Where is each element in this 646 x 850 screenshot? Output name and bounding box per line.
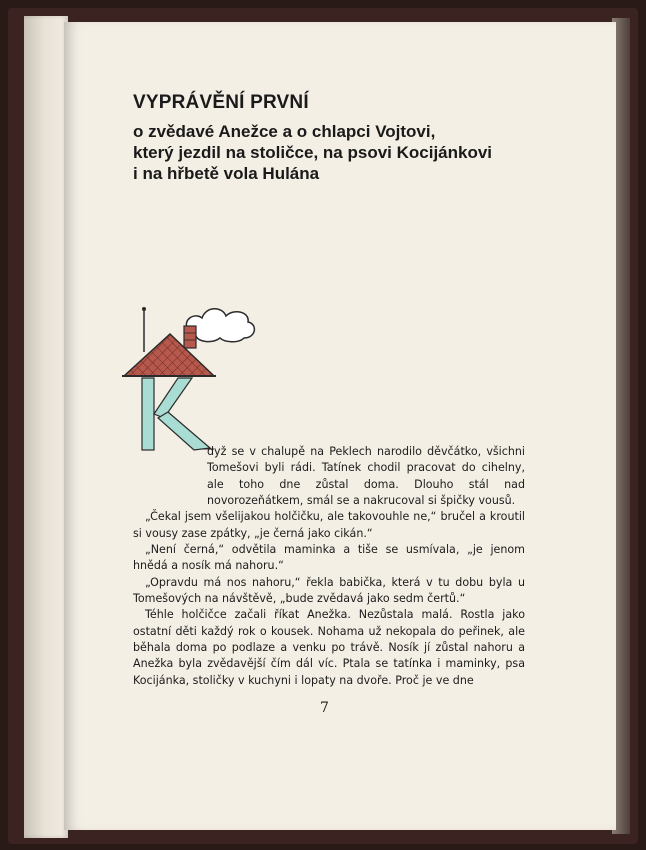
initial-illustration [118, 298, 268, 463]
subtitle-line: o zvědavé Anežce a o chlapci Vojtovi, [133, 122, 436, 141]
paragraph: „Čekal jsem všelijakou holčičku, ale takovouhle ne,“ bručel a kroutil si vousy zase zpátky, „je černá jako cikán.“ [133, 510, 525, 540]
subtitle-line: i na hřbetě vola Hulána [133, 164, 320, 183]
subtitle-line: který jezdil na stoličce, na psovi Kocijánkovi [133, 143, 493, 162]
chapter-subtitle [133, 121, 492, 184]
page-number: 7 [320, 700, 329, 716]
story-text [133, 444, 525, 689]
paragraph: „Není černá,“ odvětila maminka a tiše se usmívala, „je jenom hnědá a nosík má nahoru.“ [133, 543, 525, 573]
chapter-heading [133, 92, 492, 184]
paragraph: dyž se v chalupě na Peklech narodilo děvčátko, všichni Tomešovi byli rádi. Tatínek chodil pracovat do cihelny, ale toho dne zůstal doma. Dlouho stál nad novorozeňátkem, smál se a nakrucoval si špičky vousů. [207, 445, 525, 508]
house-roof-chimney-smoke-icon [118, 298, 268, 458]
page-binding [24, 16, 68, 838]
paragraph: „Opravdu má nos nahoru,“ řekla babička, která v tu dobu byla u Tomešových na návštěvě, „bude zvědavá jako sedm čertů.“ [133, 575, 525, 606]
chapter-title: VYPRÁVĚNÍ PRVNÍ [133, 92, 309, 113]
paragraph: Téhle holčičce začali říkat Anežka. Nezůstala malá. Rostla jako ostatní děti každý rok o kousek. Nohama už nekopala do peřinek, ale běhala doma po podlaze a venku po trávě. Nosík jí zůstal nahoru a Anežka byla zvědavější čím dál víc. Ptala se tatínka i maminky, psa Kocijánka, stoličky v kuchyni i lopaty na dvoře. Proč je ve dne [133, 608, 525, 687]
